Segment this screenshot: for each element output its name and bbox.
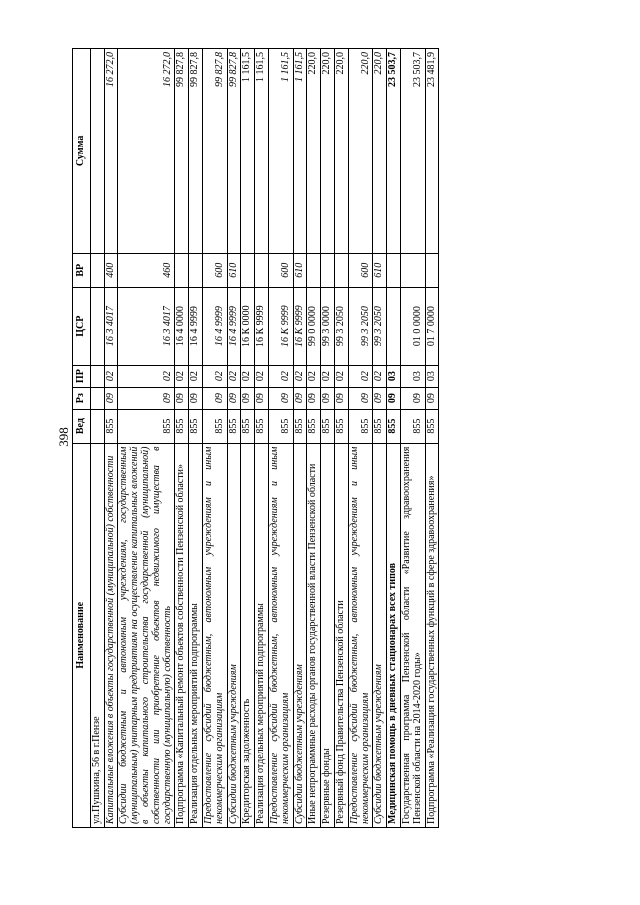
cell-pr: 02 [189, 365, 203, 387]
cell-vr [400, 253, 425, 287]
cell-csr: 01 7 0000 [425, 287, 439, 365]
cell-sum: 23 503,7 [400, 49, 425, 254]
cell-rz: 09 [425, 387, 439, 409]
table-row [387, 49, 401, 828]
cell-name: Резервные фонды [321, 443, 335, 827]
cell-name: Субсидии бюджетным учреждениям [293, 443, 307, 827]
cell-rz: 09 [348, 387, 373, 409]
cell-ved: 855 [227, 409, 241, 443]
cell-ved: 855 [387, 409, 401, 443]
cell-sum: 99 827,8 [189, 49, 203, 254]
cell-name: Резервный фонд Правительства Пензенской области [334, 443, 348, 827]
budget-table [72, 48, 439, 828]
cell-name: Субсидии бюджетным учреждениям [373, 443, 387, 827]
cell-csr: 16 3 4017 [118, 287, 175, 365]
cell-sum: 220,0 [348, 49, 373, 254]
cell-csr: 99 3 0000 [321, 287, 335, 365]
cell-ved: 855 [104, 409, 118, 443]
cell-pr: 02 [118, 365, 175, 387]
cell-vr: 610 [373, 253, 387, 287]
cell-vr [189, 253, 203, 287]
cell-ved: 855 [334, 409, 348, 443]
cell-sum: 23 481,9 [425, 49, 439, 254]
cell-sum: 16 272,0 [104, 49, 118, 254]
cell-csr: 01 0 0000 [400, 287, 425, 365]
table-body [90, 49, 439, 828]
cell-name: Государственная программа Пензенской области «Развитие здравоохранения Пензенской области на 2014-2020 годы» [400, 443, 425, 827]
cell-sum: 16 272,0 [118, 49, 175, 254]
cell-rz: 09 [268, 387, 293, 409]
cell-csr: 16 4 0000 [175, 287, 189, 365]
cell-rz: 09 [241, 387, 255, 409]
table-row [241, 49, 255, 828]
cell-vr: 610 [293, 253, 307, 287]
cell-pr: 02 [241, 365, 255, 387]
cell-vr: 610 [227, 253, 241, 287]
cell-sum: 220,0 [334, 49, 348, 254]
cell-csr: 99 0 0000 [307, 287, 321, 365]
table-row [293, 49, 307, 828]
table-row [400, 49, 425, 828]
cell-vr: 600 [202, 253, 227, 287]
cell-vr [90, 253, 104, 287]
cell-pr: 02 [202, 365, 227, 387]
header-csr: ЦСР [73, 287, 91, 365]
cell-sum: 1 161,5 [255, 49, 269, 254]
cell-name: Предоставление субсидий бюджетным, автономным учреждениям и иным некоммерческим организациям [268, 443, 293, 827]
cell-ved: 855 [189, 409, 203, 443]
cell-ved: 855 [293, 409, 307, 443]
cell-rz: 09 [293, 387, 307, 409]
cell-rz: 09 [255, 387, 269, 409]
cell-name: Предоставление субсидий бюджетным, автономным учреждениям и иным некоммерческим организациям [202, 443, 227, 827]
cell-csr [387, 287, 401, 365]
cell-vr [425, 253, 439, 287]
cell-ved: 855 [268, 409, 293, 443]
header-sum: Сумма [73, 49, 91, 254]
cell-rz: 09 [175, 387, 189, 409]
table-row [104, 49, 118, 828]
cell-sum: 220,0 [321, 49, 335, 254]
cell-pr: 02 [104, 365, 118, 387]
table-header-row [73, 49, 91, 828]
cell-pr: 02 [307, 365, 321, 387]
cell-rz: 09 [307, 387, 321, 409]
header-rz: Рз [73, 387, 91, 409]
cell-pr: 02 [373, 365, 387, 387]
header-vr: ВР [73, 253, 91, 287]
cell-sum: 220,0 [307, 49, 321, 254]
cell-vr [241, 253, 255, 287]
cell-csr: 16 К 0000 [241, 287, 255, 365]
cell-vr [307, 253, 321, 287]
cell-sum: 23 503,7 [387, 49, 401, 254]
cell-rz: 09 [118, 387, 175, 409]
cell-ved [90, 409, 104, 443]
table-row [118, 49, 175, 828]
cell-vr [387, 253, 401, 287]
cell-ved: 855 [400, 409, 425, 443]
table-row [348, 49, 373, 828]
cell-vr: 460 [118, 253, 175, 287]
cell-rz: 09 [400, 387, 425, 409]
cell-sum: 99 827,8 [202, 49, 227, 254]
cell-ved: 855 [118, 409, 175, 443]
cell-pr: 02 [175, 365, 189, 387]
cell-csr: 16 4 9999 [202, 287, 227, 365]
cell-pr [90, 365, 104, 387]
cell-sum: 1 161,5 [241, 49, 255, 254]
cell-rz: 09 [189, 387, 203, 409]
cell-rz: 09 [387, 387, 401, 409]
cell-vr [321, 253, 335, 287]
cell-csr: 16 3 4017 [104, 287, 118, 365]
cell-ved: 855 [307, 409, 321, 443]
cell-sum: 99 827,8 [175, 49, 189, 254]
cell-name: ул.Пушкина, 56 в г.Пензе [90, 443, 104, 827]
cell-csr: 16 4 9999 [189, 287, 203, 365]
cell-name: Предоставление субсидий бюджетным, автономным учреждениям и иным некоммерческим организациям [348, 443, 373, 827]
cell-rz: 09 [373, 387, 387, 409]
table-row [425, 49, 439, 828]
cell-name: Кредиторская задолженность [241, 443, 255, 827]
cell-pr: 02 [255, 365, 269, 387]
table-row [90, 49, 104, 828]
cell-sum: 220,0 [373, 49, 387, 254]
cell-sum: 1 161,5 [293, 49, 307, 254]
cell-csr: 99 3 2050 [348, 287, 373, 365]
table-row [202, 49, 227, 828]
cell-name: Подпрограмма «Капитальный ремонт объектов собственности Пензенской области» [175, 443, 189, 827]
cell-csr [90, 287, 104, 365]
table-row [334, 49, 348, 828]
cell-csr: 16 К 9999 [255, 287, 269, 365]
table-row [189, 49, 203, 828]
cell-vr [175, 253, 189, 287]
cell-rz [90, 387, 104, 409]
cell-rz: 09 [334, 387, 348, 409]
cell-name: Медицинская помощь в дневных стационарах всех типов [387, 443, 401, 827]
cell-rz: 09 [227, 387, 241, 409]
cell-vr: 600 [348, 253, 373, 287]
cell-csr: 16 К 9999 [293, 287, 307, 365]
cell-ved: 855 [373, 409, 387, 443]
cell-sum [90, 49, 104, 254]
cell-csr: 99 3 2050 [334, 287, 348, 365]
page-number: 398 [56, 427, 71, 447]
header-name: Наименование [73, 443, 91, 827]
table-row [268, 49, 293, 828]
cell-pr: 03 [425, 365, 439, 387]
cell-sum: 99 827,8 [227, 49, 241, 254]
cell-vr [255, 253, 269, 287]
header-pr: ПР [73, 365, 91, 387]
cell-name: Субсидии бюджетным учреждениям [227, 443, 241, 827]
table-row [307, 49, 321, 828]
cell-pr: 02 [321, 365, 335, 387]
cell-ved: 855 [348, 409, 373, 443]
cell-pr: 02 [334, 365, 348, 387]
cell-csr: 16 К 9999 [268, 287, 293, 365]
cell-ved: 855 [425, 409, 439, 443]
cell-ved: 855 [321, 409, 335, 443]
cell-pr: 03 [400, 365, 425, 387]
cell-vr: 400 [104, 253, 118, 287]
cell-csr: 99 3 2050 [373, 287, 387, 365]
table-row [175, 49, 189, 828]
cell-name: Иные непрограммные расходы органов государственной власти Пензенской области [307, 443, 321, 827]
cell-vr: 600 [268, 253, 293, 287]
cell-pr: 02 [293, 365, 307, 387]
cell-pr: 02 [227, 365, 241, 387]
cell-vr [334, 253, 348, 287]
cell-ved: 855 [241, 409, 255, 443]
cell-pr: 03 [387, 365, 401, 387]
cell-ved: 855 [202, 409, 227, 443]
cell-pr: 02 [348, 365, 373, 387]
cell-name: Подпрограмма «Реализация государственных функций в сфере здравоохранения» [425, 443, 439, 827]
table-row [227, 49, 241, 828]
cell-rz: 09 [321, 387, 335, 409]
table-row [255, 49, 269, 828]
table-row [373, 49, 387, 828]
rotated-table-wrapper [72, 48, 612, 828]
table-row [321, 49, 335, 828]
cell-sum: 1 161,5 [268, 49, 293, 254]
cell-rz: 09 [104, 387, 118, 409]
cell-name: Реализация отдельных мероприятий подпрограммы [189, 443, 203, 827]
cell-name: Капитальные вложения в объекты государственной (муниципальной) собственности [104, 443, 118, 827]
cell-pr: 02 [268, 365, 293, 387]
cell-rz: 09 [202, 387, 227, 409]
cell-ved: 855 [255, 409, 269, 443]
cell-name: Субсидии бюджетным и автономным учреждениям, государственным (муниципальным) унитарным предприятиям на осуществление капитальных вложений в объекты капитального строительства государственной (муниципальной) собственности или приобретение объектов недвижимого имущества в государственную (муниципальную) собственность [118, 443, 175, 827]
cell-name: Реализация отдельных мероприятий подпрограммы [255, 443, 269, 827]
cell-ved: 855 [175, 409, 189, 443]
header-ved: Вед [73, 409, 91, 443]
cell-csr: 16 4 9999 [227, 287, 241, 365]
